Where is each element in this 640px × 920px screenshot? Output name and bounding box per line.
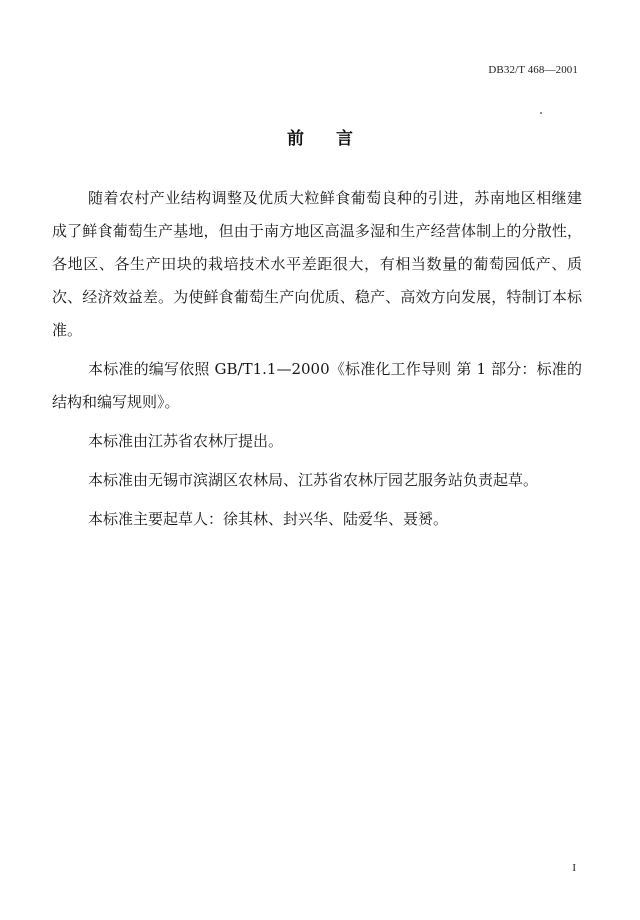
paragraph-drafters: 本标准主要起草人：徐其林、封兴华、陆爱华、聂赟。 xyxy=(88,510,449,528)
page-title: 前言 xyxy=(287,129,385,149)
foreword-body xyxy=(52,182,582,536)
paragraph-drafting-basis: 本标准的编写依照 GB/T1.1—2000《标准化工作导则 第 1 部分：标准的结构和编写规则》。 xyxy=(52,360,582,411)
scan-speck xyxy=(540,112,542,114)
paragraph-proposer: 本标准由江苏省农林厅提出。 xyxy=(88,432,284,450)
paragraph-background: 随着农村产业结构调整及优质大粒鲜食葡萄良种的引进，苏南地区相继建成了鲜食葡萄生产基地，但由于南方地区高温多湿和生产经营体制上的分散性，各地区、各生产田块的栽培技术水平差距很大，有相当数量的葡萄园低产、质次、经济效益差。为使鲜食葡萄生产向优质、稳产、高效方向发展，特制订本标准。 xyxy=(52,189,582,339)
standard-code: DB32/T 468—2001 xyxy=(488,64,578,76)
paragraph-drafting-units: 本标准由无锡市滨湖区农林局、江苏省农林厅园艺服务站负责起草。 xyxy=(88,471,539,489)
page-number: I xyxy=(572,862,576,874)
